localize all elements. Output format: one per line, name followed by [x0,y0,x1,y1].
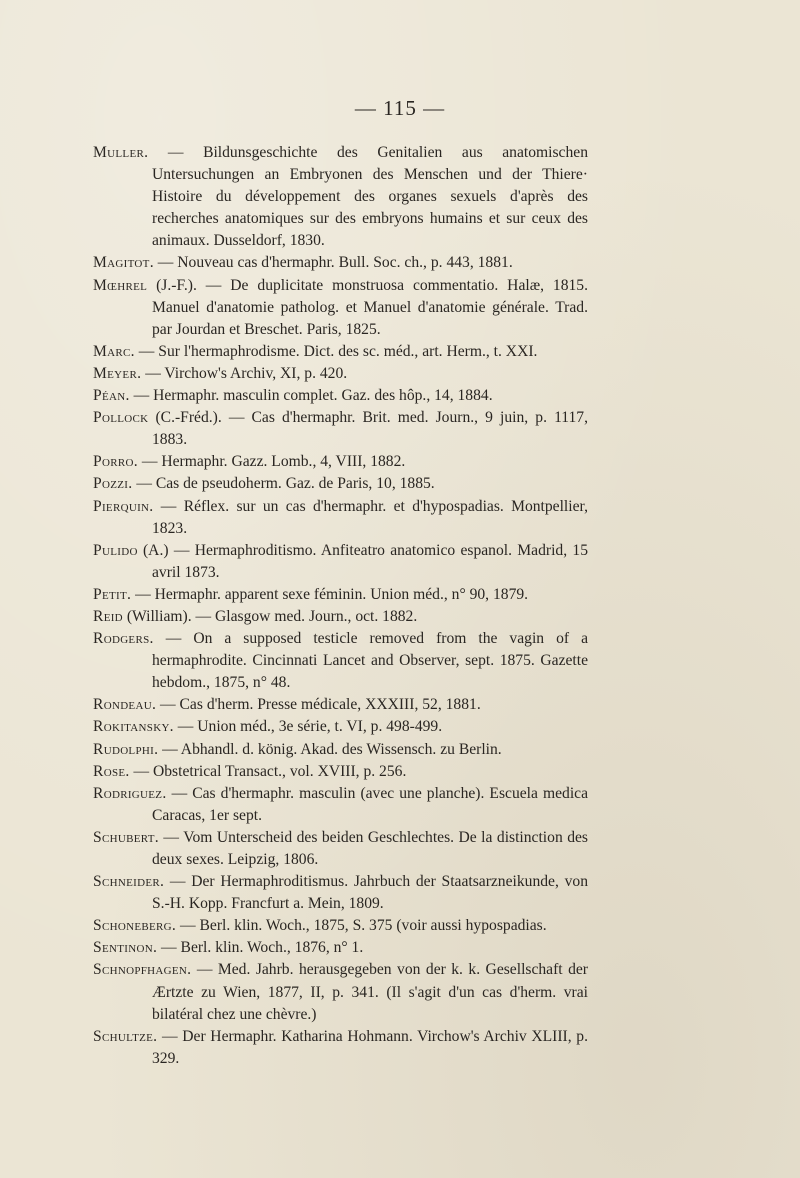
entry-text: (A.) — Hermaphroditismo. Anfiteatro anatomico espanol. Madrid, 15 avril 1873. [137,541,588,581]
entry-text: — Hermaphr. masculin complet. Gaz. des hôp., 14, 1884. [129,387,493,405]
entry-author: Schnopfhagen. [93,961,192,979]
entry-text: — Vom Unterscheid des beiden Geschlechtes. De la distinction des deux sexes. Leipzig, 1806. [152,828,588,868]
bibliography-entry [93,606,588,628]
entry-text: — Bildunsgeschichte des Genitalien aus anatomischen Untersuchungen an Embryonen des Menschen und der Thiere· Histoire du développement des organes sexuels d'après des recherches anatomiques sur des embryons humains et sur ceux des animaux. Dusseldorf, 1830. [148,144,588,250]
entry-text: — Cas d'herm. Presse médicale, XXXIII, 52, 1881. [156,696,481,714]
entry-author: Porro. [93,453,138,471]
bibliography-entry [93,275,588,341]
bibliography-entry [93,142,588,252]
entry-text: — Abhandl. d. könig. Akad. des Wissensch. zu Berlin. [158,740,502,758]
bibliography-entry [93,584,588,606]
bibliography-entry [93,628,588,694]
entry-author: Schneider. [93,873,165,891]
bibliography-entry [93,473,588,495]
bibliography-entry [93,363,588,385]
bibliography-entry [93,496,588,540]
entry-author: Schultze. [93,1027,158,1045]
entry-text: (C.-Fréd.). — Cas d'hermaphr. Brit. med. Journ., 9 juin, p. 1117, 1883. [148,409,588,449]
entry-author: Sentinon. [93,939,158,957]
entry-author: Rudolphi. [93,740,159,758]
entry-author: Magitot. [93,254,154,272]
bibliography-entry [93,915,588,937]
bibliography-entry [93,540,588,584]
entry-author: Marc. [93,342,135,360]
bibliography-entry [93,252,588,274]
bibliography-entry [93,716,588,738]
page-number: — 115 — [354,96,446,120]
entry-author: Schubert. [93,828,159,846]
entry-text: — Hermaphr. Gazz. Lomb., 4, VIII, 1882. [137,453,406,471]
entry-text: — Hermaphr. apparent sexe féminin. Union méd., n° 90, 1879. [131,585,529,603]
bibliography-entry [93,407,588,451]
bibliography-entry [93,827,588,871]
entry-text: — Obstetrical Transact., vol. XVIII, p. 256. [129,762,407,780]
entry-author: Rodriguez. [93,784,167,802]
bibliography-entry [93,871,588,915]
bibliography-entry [93,385,588,407]
entry-author: Péan. [93,387,130,405]
entry-text: — Nouveau cas d'hermaphr. Bull. Soc. ch., p. 443, 1881. [153,254,513,272]
entry-author: Mœhrel [93,276,148,294]
entry-text: — Union méd., 3e série, t. VI, p. 498-499. [173,718,443,736]
entry-author: Schoneberg. [93,917,177,935]
entry-author: Pulido [93,541,138,559]
bibliography-list [93,142,588,1070]
entry-author: Rodgers. [93,630,154,648]
entry-author: Rokitansky. [93,718,174,736]
entry-author: Pierquin. [93,497,154,515]
entry-text: — Réflex. sur un cas d'hermaphr. et d'hypospadias. Montpellier, 1823. [152,497,588,537]
bibliography-entry [93,739,588,761]
bibliography-entry [93,937,588,959]
entry-author: Rose. [93,762,130,780]
bibliography-entry [93,341,588,363]
bibliography-entry [93,451,588,473]
entry-text: — Berl. klin. Woch., 1875, S. 375 (voir aussi hypospadias. [176,917,547,935]
entry-author: Muller. [93,144,149,161]
bibliography-entry [93,783,588,827]
entry-author: Rondeau. [93,696,157,714]
entry-text: — Cas de pseudoherm. Gaz. de Paris, 10, 1885. [132,475,435,493]
entry-text: — Der Hermaphr. Katharina Hohmann. Virchow's Archiv XLIII, p. 329. [152,1027,588,1067]
entry-text: — Med. Jahrb. herausgegeben von der k. k. Gesellschaft der Ærtzte zu Wien, 1877, II, p. 341. (Il s'agit d'un cas d'herm. vrai bilatéral chez une chèvre.) [152,961,588,1023]
entry-text: (J.-F.). — De duplicitate monstruosa commentatio. Halæ, 1815. Manuel d'anatomie patholog. et Manuel d'anatomie générale. Trad. par Jourdan et Breschet. Paris, 1825. [147,276,588,338]
entry-author: Pollock [93,409,149,427]
entry-text: — Sur l'hermaphrodisme. Dict. des sc. méd., art. Herm., t. XXI. [134,342,538,360]
entry-author: Petit. [93,585,132,603]
entry-text: — Berl. klin. Woch., 1876, n° 1. [157,939,364,957]
bibliography-entry [93,761,588,783]
entry-text: (William). — Glasgow med. Journ., oct. 1882. [122,607,418,625]
entry-text: — Virchow's Archiv, XI, p. 420. [141,364,348,382]
entry-text: — On a supposed testicle removed from the vagin of a hermaphrodite. Cincinnati Lancet and Observer, sept. 1875. Gazette hebdom., 1875, n° 48. [152,630,588,692]
bibliography-entry [93,694,588,716]
entry-text: — Der Hermaphroditismus. Jahrbuch der Staatsarzneikunde, von S.-H. Kopp. Francfurt a. Mein, 1809. [152,873,588,913]
entry-author: Meyer. [93,364,142,382]
bibliography-entry [93,1026,588,1070]
entry-author: Pozzi. [93,475,133,493]
bibliography-entry [93,959,588,1025]
entry-author: Reid [93,607,123,625]
entry-text: — Cas d'hermaphr. masculin (avec une planche). Escuela medica Caracas, 1er sept. [152,784,588,824]
